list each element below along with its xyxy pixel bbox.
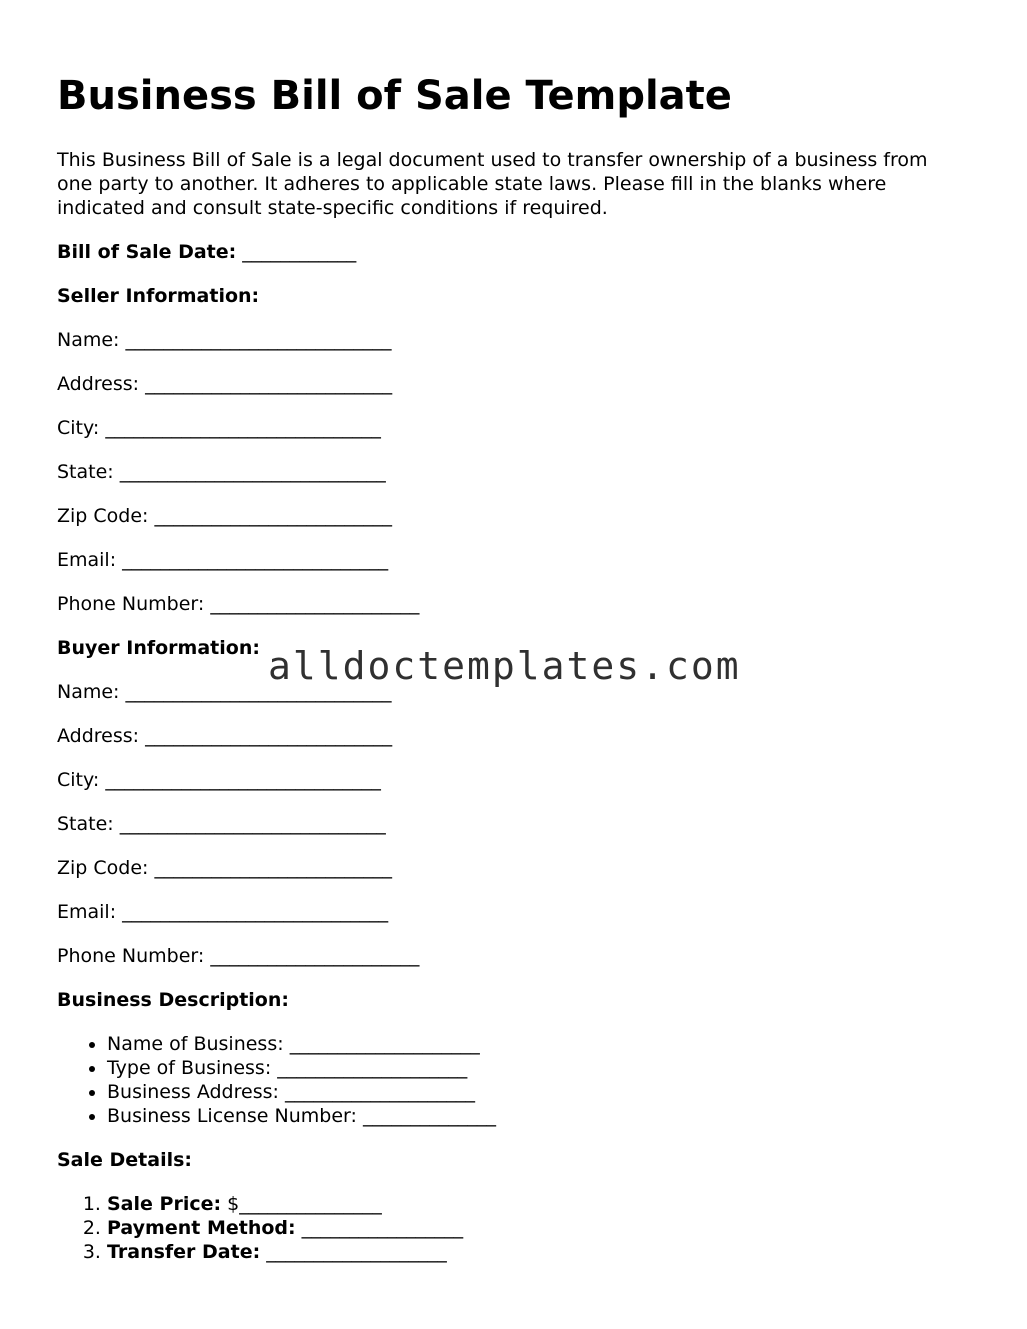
field-label: State: (57, 461, 114, 483)
list-item (107, 1032, 496, 1056)
item-label: Transfer Date: (107, 1241, 261, 1263)
field-label: Address: (57, 373, 140, 395)
buyer-field-phone (57, 944, 419, 968)
seller-field-city (57, 416, 381, 440)
seller-field-name (57, 328, 392, 352)
item-label: Name of Business: (107, 1033, 284, 1055)
field-label: City: (57, 769, 100, 791)
field-label: Phone Number: (57, 593, 205, 615)
field-label: State: (57, 813, 114, 835)
item-blank[interactable]: $_______________ (227, 1193, 382, 1215)
item-blank[interactable]: ____________________ (284, 1081, 475, 1103)
field-label: Name: (57, 681, 120, 703)
field-blank[interactable]: _____________________________ (105, 769, 381, 791)
field-blank[interactable]: ______________________ (210, 593, 420, 615)
field-label: Zip Code: (57, 505, 149, 527)
seller-field-address (57, 372, 392, 396)
buyer-field-email (57, 900, 388, 924)
page-title: Business Bill of Sale Template (57, 73, 732, 119)
field-label: Email: (57, 549, 117, 571)
buyer-field-city (57, 768, 381, 792)
item-label: Business License Number: (107, 1105, 357, 1127)
field-blank[interactable]: _________________________ (154, 505, 392, 527)
item-blank[interactable]: ____________________ (289, 1033, 480, 1055)
business-heading: Business Description: (57, 989, 289, 1011)
seller-field-state (57, 460, 386, 484)
seller-heading: Seller Information: (57, 285, 260, 307)
bill-date-blank[interactable]: ____________ (242, 241, 357, 263)
field-blank[interactable]: ______________________ (210, 945, 420, 967)
field-label: City: (57, 417, 100, 439)
field-blank[interactable]: ____________________________ (119, 461, 386, 483)
buyer-field-zip (57, 856, 392, 880)
buyer-field-address (57, 724, 392, 748)
item-blank[interactable]: ______________ (362, 1105, 496, 1127)
field-blank[interactable]: ____________________________ (122, 549, 389, 571)
sale-list (57, 1192, 463, 1264)
seller-field-zip (57, 504, 392, 528)
field-blank[interactable]: _____________________________ (105, 417, 381, 439)
field-blank[interactable]: ____________________________ (125, 329, 392, 351)
item-label: Business Address: (107, 1081, 279, 1103)
field-label: Name: (57, 329, 120, 351)
bill-date-label: Bill of Sale Date: (57, 241, 237, 263)
field-blank[interactable]: ____________________________ (125, 681, 392, 703)
watermark: alldoctemplates.com (268, 644, 741, 688)
field-label: Email: (57, 901, 117, 923)
seller-field-email (57, 548, 388, 572)
item-blank[interactable]: ____________________ (277, 1057, 468, 1079)
list-item (107, 1056, 496, 1080)
item-label: Sale Price: (107, 1193, 222, 1215)
sale-heading: Sale Details: (57, 1149, 193, 1171)
field-label: Phone Number: (57, 945, 205, 967)
list-item (107, 1080, 496, 1104)
item-label: Payment Method: (107, 1217, 296, 1239)
item-blank[interactable]: _________________ (301, 1217, 464, 1239)
item-blank[interactable]: ___________________ (266, 1241, 447, 1263)
field-blank[interactable]: ____________________________ (122, 901, 389, 923)
list-item (107, 1216, 463, 1240)
list-item (107, 1240, 463, 1264)
list-item (107, 1104, 496, 1128)
field-label: Zip Code: (57, 857, 149, 879)
buyer-field-state (57, 812, 386, 836)
business-list (57, 1032, 496, 1128)
field-blank[interactable]: _________________________ (154, 857, 392, 879)
bill-date-line (57, 240, 356, 264)
item-label: Type of Business: (107, 1057, 272, 1079)
field-blank[interactable]: ____________________________ (119, 813, 386, 835)
seller-field-phone (57, 592, 419, 616)
list-item (107, 1192, 463, 1216)
field-blank[interactable]: __________________________ (145, 373, 393, 395)
field-label: Address: (57, 725, 140, 747)
intro-paragraph: This Business Bill of Sale is a legal document used to transfer ownership of a business from one party to another. It adheres to applicable state laws. Please fill in the blanks where indicated and consult state-specific conditions if required. (57, 149, 928, 219)
buyer-heading: Buyer Information: (57, 637, 260, 659)
field-blank[interactable]: __________________________ (145, 725, 393, 747)
